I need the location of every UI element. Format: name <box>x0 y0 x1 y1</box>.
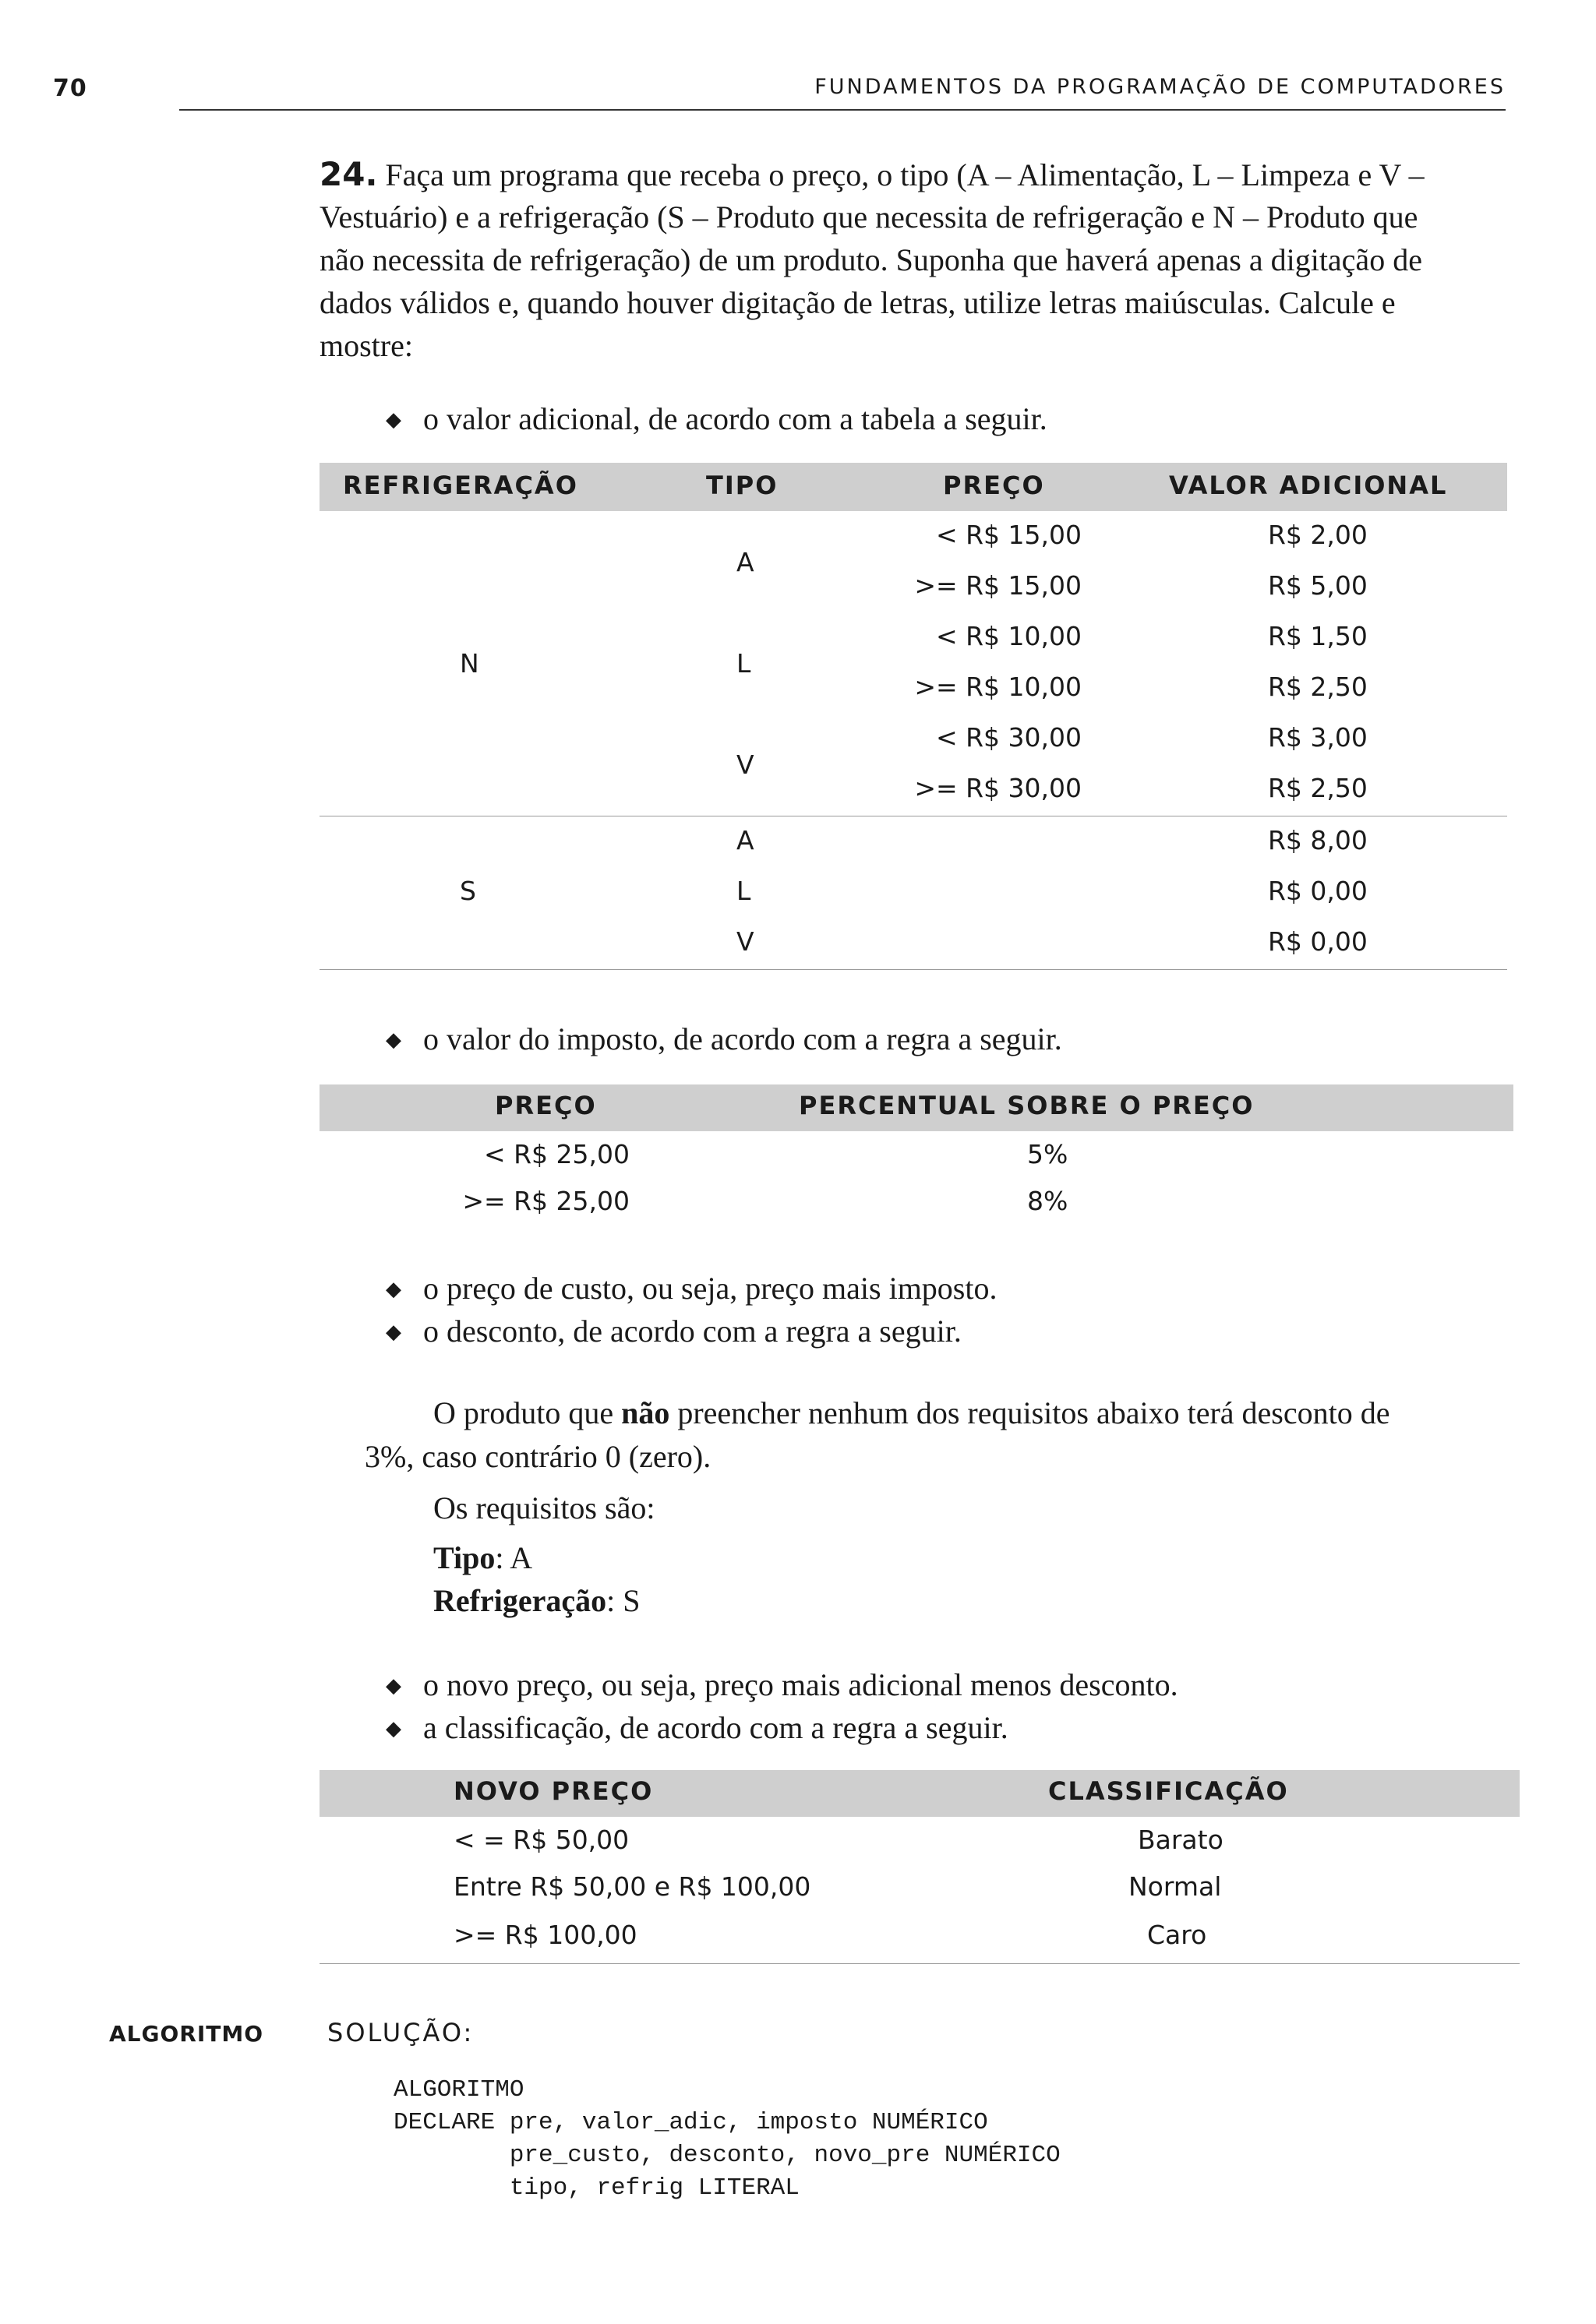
cell-preco: < R$ 10,00 <box>935 621 1082 651</box>
intro-line: não necessita de refrigeração) de um produto. Suponha que haverá apenas a digitação de <box>320 242 1422 277</box>
cell-preco: >= R$ 10,00 <box>914 672 1082 702</box>
cell-valor: R$ 2,50 <box>1268 672 1368 702</box>
requirement-label: Refrigeração <box>433 1583 607 1618</box>
cell-valor: R$ 5,00 <box>1268 570 1368 601</box>
cell-valor: R$ 3,00 <box>1268 722 1368 753</box>
cell-novo-preco: < = R$ 50,00 <box>454 1825 630 1855</box>
cell-preco: < R$ 15,00 <box>935 520 1082 550</box>
cell-percentual: 5% <box>1027 1139 1068 1169</box>
cell-tipo: L <box>736 648 751 679</box>
exercise-number: 24. <box>320 155 378 193</box>
discount-emphasis: não <box>621 1395 670 1430</box>
code-line: pre_custo, desconto, novo_pre NUMÉRICO <box>394 2142 1061 2169</box>
bullet-classification <box>386 1706 1008 1750</box>
intro-line: Faça um programa que receba o preço, o tipo (A – Alimentação, L – Limpeza e V – <box>385 157 1425 192</box>
cell-valor: R$ 2,50 <box>1268 773 1368 803</box>
page-number: 70 <box>53 75 87 102</box>
cell-classificacao: Normal <box>1128 1871 1222 1902</box>
cell-tipo: A <box>736 547 754 577</box>
cell-tipo: L <box>736 876 751 906</box>
cell-preco: < R$ 25,00 <box>483 1139 630 1169</box>
discount-text: preencher nenhum dos requisitos abaixo terá desconto de <box>669 1395 1390 1430</box>
table-bottom-rule <box>320 969 1507 970</box>
exercise-intro <box>320 153 1504 196</box>
discount-rule-line: 3%, caso contrário 0 (zero). <box>365 1439 711 1474</box>
diamond-bullet-icon: ◆ <box>386 1278 401 1300</box>
cell-preco: >= R$ 25,00 <box>462 1186 630 1216</box>
intro-line: dados válidos e, quando houver digitação de letras, utilize letras maiúsculas. Calcule e <box>320 285 1396 320</box>
requirement-value: : S <box>606 1583 641 1618</box>
code-line: ALGORITMO <box>394 2076 524 2104</box>
bullet-text: o novo preço, ou seja, preço mais adicional menos desconto. <box>423 1667 1178 1702</box>
header-rule <box>179 109 1506 111</box>
diamond-bullet-icon: ◆ <box>386 408 401 431</box>
diamond-bullet-icon: ◆ <box>386 1028 401 1051</box>
intro-line: mostre: <box>320 328 413 363</box>
table-bottom-rule <box>320 1963 1520 1964</box>
bullet-cost-price <box>386 1267 997 1310</box>
cell-tipo: V <box>736 926 754 957</box>
cell-valor: R$ 0,00 <box>1268 876 1368 906</box>
cell-tipo: A <box>736 825 754 855</box>
cell-percentual: 8% <box>1027 1186 1068 1216</box>
intro-line: Vestuário) e a refrigeração (S – Produto que necessita de refrigeração e N – Produto que <box>320 199 1418 235</box>
cell-valor: R$ 8,00 <box>1268 825 1368 855</box>
code-line: tipo, refrig LITERAL <box>394 2174 800 2202</box>
bullet-additional-value <box>386 397 1047 441</box>
col-header-valor-adicional: VALOR ADICIONAL <box>1169 471 1448 500</box>
cell-tipo: V <box>736 749 754 780</box>
requirement-refrigeracao <box>433 1579 640 1622</box>
discount-rule-line <box>433 1391 1505 1434</box>
cell-refrigeracao: S <box>460 876 476 906</box>
cell-classificacao: Barato <box>1138 1825 1223 1855</box>
cell-refrigeracao: N <box>460 648 479 679</box>
col-header-classificacao: CLASSIFICAÇÃO <box>1048 1776 1289 1806</box>
cell-preco: >= R$ 15,00 <box>914 570 1082 601</box>
col-header-refrigeracao: REFRIGERAÇÃO <box>343 471 578 500</box>
cell-preco: < R$ 30,00 <box>935 722 1082 753</box>
algorithm-side-label: ALGORITMO <box>109 2021 264 2047</box>
bullet-text: o preço de custo, ou seja, preço mais imposto. <box>423 1271 998 1306</box>
cell-valor: R$ 2,00 <box>1268 520 1368 550</box>
bullet-discount <box>386 1310 962 1353</box>
cell-novo-preco: >= R$ 100,00 <box>454 1920 637 1950</box>
bullet-text: o valor adicional, de acordo com a tabela a seguir. <box>423 401 1047 436</box>
bullet-text: a classificação, de acordo com a regra a seguir. <box>423 1710 1008 1745</box>
discount-text: O produto que <box>433 1395 622 1430</box>
requirement-label: Tipo <box>433 1540 496 1575</box>
cell-novo-preco: Entre R$ 50,00 e R$ 100,00 <box>454 1871 811 1902</box>
solution-heading: SOLUÇÃO: <box>327 2018 475 2047</box>
running-title: FUNDAMENTOS DA PROGRAMAÇÃO DE COMPUTADORES <box>814 75 1506 99</box>
cell-preco: >= R$ 30,00 <box>914 773 1082 803</box>
diamond-bullet-icon: ◆ <box>386 1321 401 1343</box>
diamond-bullet-icon: ◆ <box>386 1717 401 1740</box>
col-header-preco: PREÇO <box>495 1091 597 1120</box>
col-header-tipo: TIPO <box>706 471 779 500</box>
requirements-intro: Os requisitos são: <box>433 1490 655 1525</box>
cell-valor: R$ 1,50 <box>1268 621 1368 651</box>
code-line: DECLARE pre, valor_adic, imposto NUMÉRICO <box>394 2109 988 2136</box>
diamond-bullet-icon: ◆ <box>386 1674 401 1697</box>
requirement-value: : A <box>495 1540 533 1575</box>
col-header-novo-preco: NOVO PREÇO <box>454 1776 654 1806</box>
bullet-text: o valor do imposto, de acordo com a regra a seguir. <box>423 1021 1062 1056</box>
col-header-preco: PREÇO <box>943 471 1045 500</box>
bullet-text: o desconto, de acordo com a regra a seguir. <box>423 1314 962 1349</box>
col-header-percentual: PERCENTUAL SOBRE O PREÇO <box>799 1091 1255 1120</box>
bullet-new-price <box>386 1663 1178 1707</box>
requirement-tipo <box>433 1536 532 1579</box>
cell-valor: R$ 0,00 <box>1268 926 1368 957</box>
bullet-tax <box>386 1017 1062 1061</box>
cell-classificacao: Caro <box>1147 1920 1207 1950</box>
